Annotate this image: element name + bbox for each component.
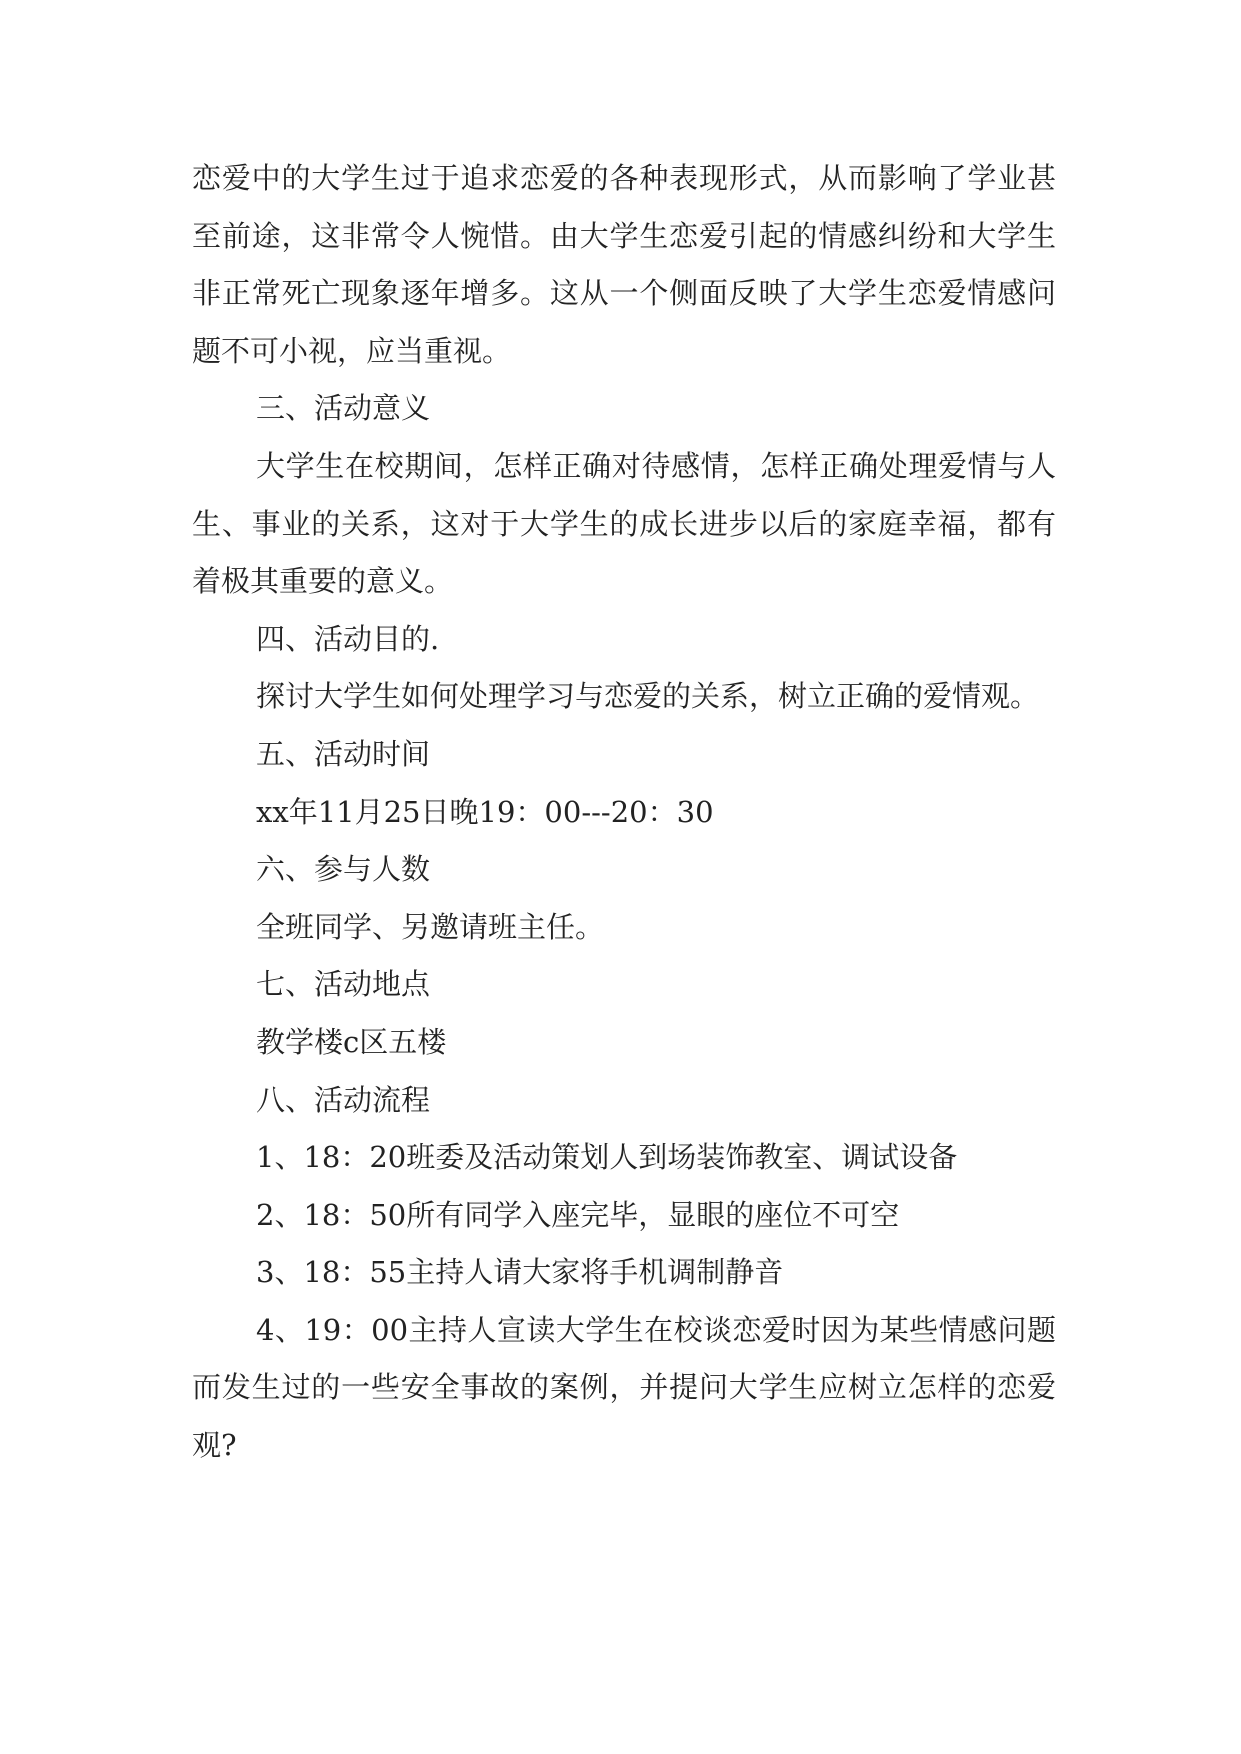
process-step-4: 4、19：00主持人宣读大学生在校谈恋爱时因为某些情感问题而发生过的一些安全事故的案例，并提问大学生应树立怎样的恋爱观? — [192, 1312, 1056, 1463]
heading-activity-process: 八、活动流程 — [256, 1082, 431, 1117]
heading-participants: 六、参与人数 — [256, 852, 431, 887]
document-body — [192, 150, 1056, 1475]
paragraph-intro: 恋爱中的大学生过于追求恋爱的各种表现形式，从而影响了学业甚至前途，这非常令人惋惜。由大学生恋爱引起的情感纠纷和大学生非正常死亡现象逐年增多。这从一个侧面反映了大学生恋爱情感问题不可小视，应当重视。 — [192, 161, 1056, 368]
paragraph-activity-significance: 大学生在校期间，怎样正确对待感情，怎样正确处理爱情与人生、事业的关系，这对于大学生的成长进步以后的家庭幸福，都有着极其重要的意义。 — [192, 448, 1056, 599]
heading-activity-significance: 三、活动意义 — [256, 391, 431, 426]
process-step-3: 3、18：55主持人请大家将手机调制静音 — [256, 1255, 784, 1290]
paragraph-participants: 全班同学、另邀请班主任。 — [256, 909, 605, 944]
paragraph-activity-time: xx年11月25日晚19：00---20：30 — [256, 794, 714, 829]
process-step-2: 2、18：50所有同学入座完毕，显眼的座位不可空 — [256, 1197, 900, 1232]
heading-activity-time: 五、活动时间 — [256, 736, 431, 771]
process-step-1: 1、18：20班委及活动策划人到场装饰教室、调试设备 — [256, 1140, 958, 1175]
paragraph-activity-location: 教学楼c区五楼 — [256, 1024, 447, 1059]
heading-activity-purpose: 四、活动目的. — [256, 621, 440, 656]
paragraph-activity-purpose: 探讨大学生如何处理学习与恋爱的关系，树立正确的爱情观。 — [256, 679, 1040, 714]
heading-activity-location: 七、活动地点 — [256, 967, 431, 1002]
